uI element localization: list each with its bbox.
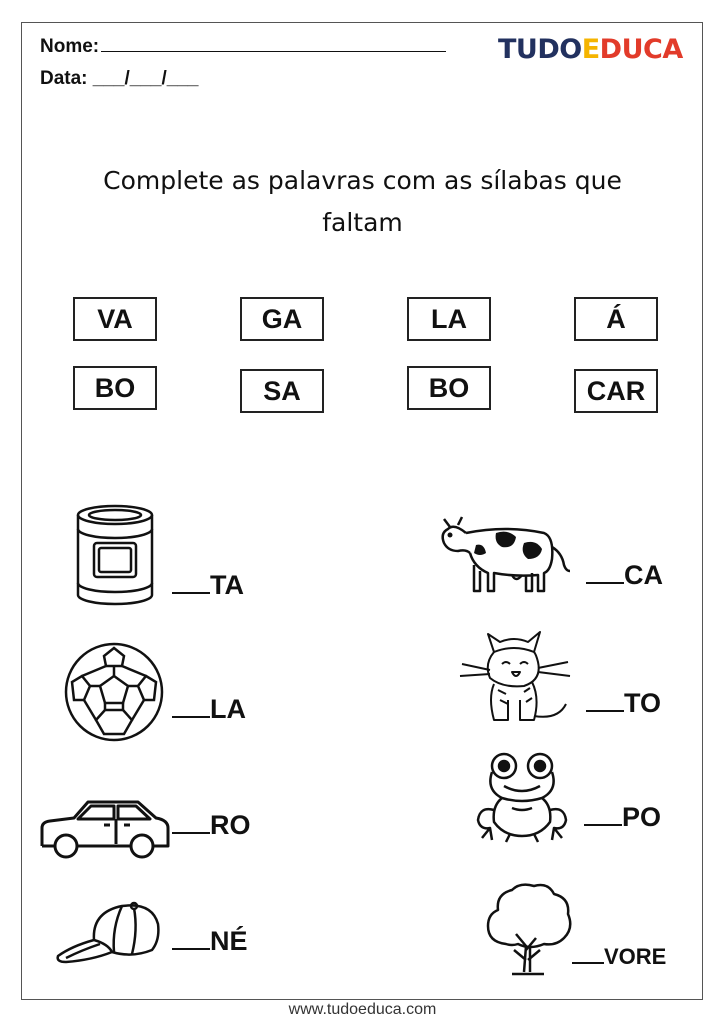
logo: TUDOEDUCA bbox=[498, 34, 683, 65]
syllable-box: LA bbox=[407, 297, 491, 341]
syllable-box: Á bbox=[574, 297, 658, 341]
word-gato: TO bbox=[586, 688, 661, 719]
name-field[interactable] bbox=[101, 51, 446, 52]
word-bone: NÉ bbox=[172, 926, 248, 957]
date-line bbox=[40, 68, 198, 90]
tree-icon bbox=[484, 880, 574, 976]
answer-blank[interactable] bbox=[572, 962, 604, 964]
syllable-box: BO bbox=[73, 366, 157, 410]
syllable-box: CAR bbox=[574, 369, 658, 413]
word-carro: RO bbox=[172, 810, 251, 841]
name-line bbox=[40, 36, 446, 58]
syllable-box: SA bbox=[240, 369, 324, 413]
syllable-box: GA bbox=[240, 297, 324, 341]
answer-blank[interactable] bbox=[172, 716, 210, 718]
answer-blank[interactable] bbox=[586, 582, 624, 584]
can-icon bbox=[74, 503, 156, 607]
name-label: Nome: bbox=[40, 36, 100, 57]
word-vaca: CA bbox=[586, 560, 663, 591]
instruction: Complete as palavras com as sílabas que faltam bbox=[103, 166, 622, 237]
frog-icon bbox=[474, 750, 570, 844]
syllable-box: BO bbox=[407, 366, 491, 410]
footer-url[interactable]: www.tudoeduca.com bbox=[288, 1001, 437, 1018]
word-bola: LA bbox=[172, 694, 246, 725]
word-arvore: VORE bbox=[572, 944, 666, 970]
answer-blank[interactable] bbox=[584, 824, 622, 826]
soccer-ball-icon bbox=[62, 640, 166, 744]
word-lata: TA bbox=[172, 570, 244, 601]
date-label: Data: bbox=[40, 68, 88, 89]
answer-blank[interactable] bbox=[586, 710, 624, 712]
cow-icon bbox=[436, 503, 572, 597]
answer-blank[interactable] bbox=[172, 948, 210, 950]
cat-icon bbox=[458, 620, 572, 730]
car-icon bbox=[38, 798, 172, 860]
answer-blank[interactable] bbox=[172, 592, 210, 594]
date-field[interactable]: ___/___/___ bbox=[92, 68, 199, 89]
cap-icon bbox=[52, 900, 164, 966]
word-sapo: PO bbox=[584, 802, 661, 833]
answer-blank[interactable] bbox=[172, 832, 210, 834]
syllable-box: VA bbox=[73, 297, 157, 341]
